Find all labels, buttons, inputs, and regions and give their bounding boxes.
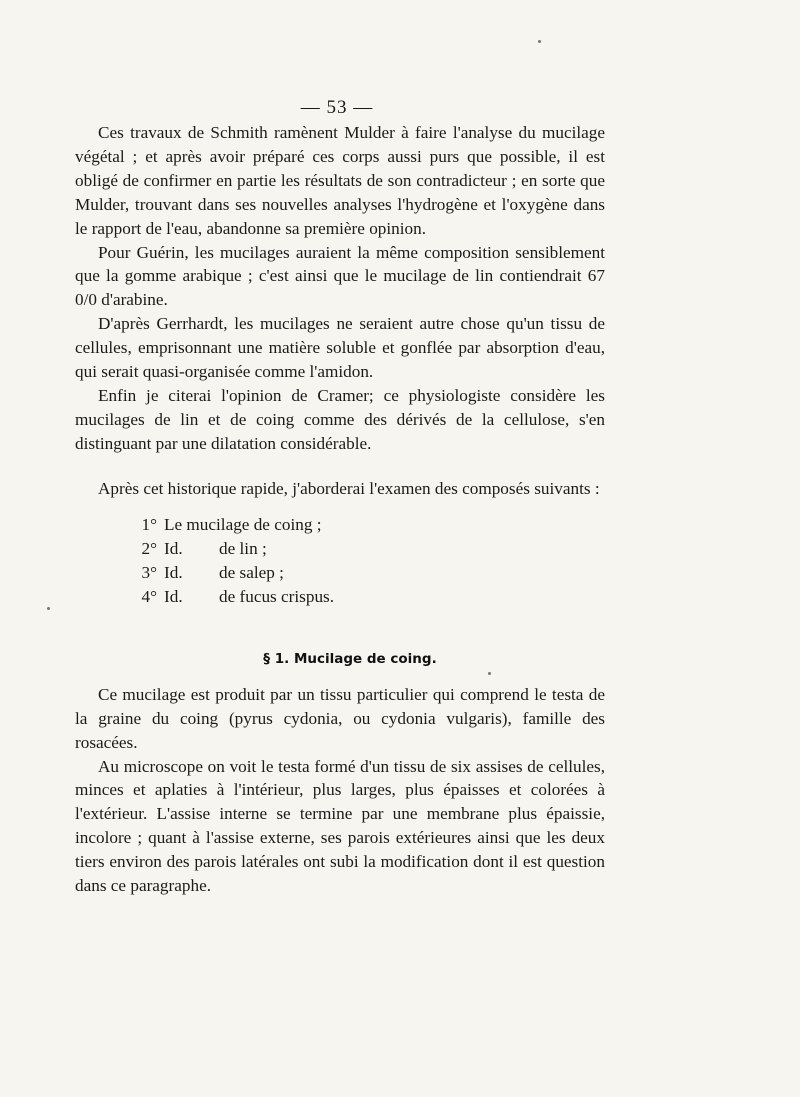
list-item-ditto: Id. [164,563,183,583]
page-number: — 53 — [300,97,374,118]
print-speck [488,672,491,675]
list-item [75,537,605,561]
paragraph-microscope: Au microscope on voit le testa formé d'un tissu de six assises de cellules, minces et aplaties à l'intérieur, plus larges, plus épaisses et colorées à l'extérieur. L'assise interne se termine par une membrane plus épaissie, incolore ; quant à l'assise externe, ses parois extérieures ainsi que les deux tiers environ des parois latérales ont subi la modification dont il est question dans ce paragraphe. [75,756,605,896]
list-item-number: 4° [141,587,157,607]
list-item-number: 3° [141,563,157,583]
paragraph-gerrhardt: D'après Gerrhardt, les mucilages ne seraient autre chose qu'un tissu de cellules, emprisonnant une matière soluble et gonflée par absorption d'eau, qui serait quasi-organisée comme l'amidon. [75,314,605,382]
list-item-text: de salep ; [219,563,284,583]
paragraph-cramer: Enfin je citerai l'opinion de Cramer; ce physiologiste considère les mucilages de lin et de coing comme des dérivés de la cellulose, s'en distinguant par une dilatation considérable. [75,385,605,453]
body-text [75,121,605,898]
list-item [75,513,605,537]
list-item-text: Le mucilage de coing ; [164,514,322,534]
list-item-number: 1° [141,514,157,534]
list-item [75,561,605,585]
list-item-number: 2° [141,538,157,558]
paragraph-guerin: Pour Guérin, les mucilages auraient la même composition sensiblement que la gomme arabique ; c'est ainsi que le mucilage de lin contiendrait 67 0/0 d'arabine. [75,242,605,310]
paragraph-mucilage-origin: Ce mucilage est produit par un tissu particulier qui comprend le testa de la graine du coing (pyrus cydonia, ou cydonia vulgaris), famille des rosacées. [75,684,605,752]
list-item-ditto: Id. [164,538,183,558]
print-speck [538,40,541,43]
list-item-text: de fucus crispus. [219,587,335,607]
list-item-text: de lin ; [219,538,267,558]
section-heading: § 1. Mucilage de coing. [263,650,437,667]
paragraph-list-intro: Après cet historique rapide, j'aborderai l'examen des composés suivants : [98,478,600,498]
compound-list [75,513,605,610]
list-item [75,585,605,609]
list-item-ditto: Id. [164,587,183,607]
paragraph-schmith: Ces travaux de Schmith ramènent Mulder à faire l'analyse du mucilage végétal ; et après avoir préparé ces corps aussi purs que possible, il est obligé de confirmer en partie les résultats de son contradicteur ; en sorte que Mulder, trouvant dans ses nouvelles analyses l'hydrogène et l'oxygène dans le rapport de l'eau, abandonne sa première opinion. [75,123,605,238]
print-speck [47,607,50,610]
